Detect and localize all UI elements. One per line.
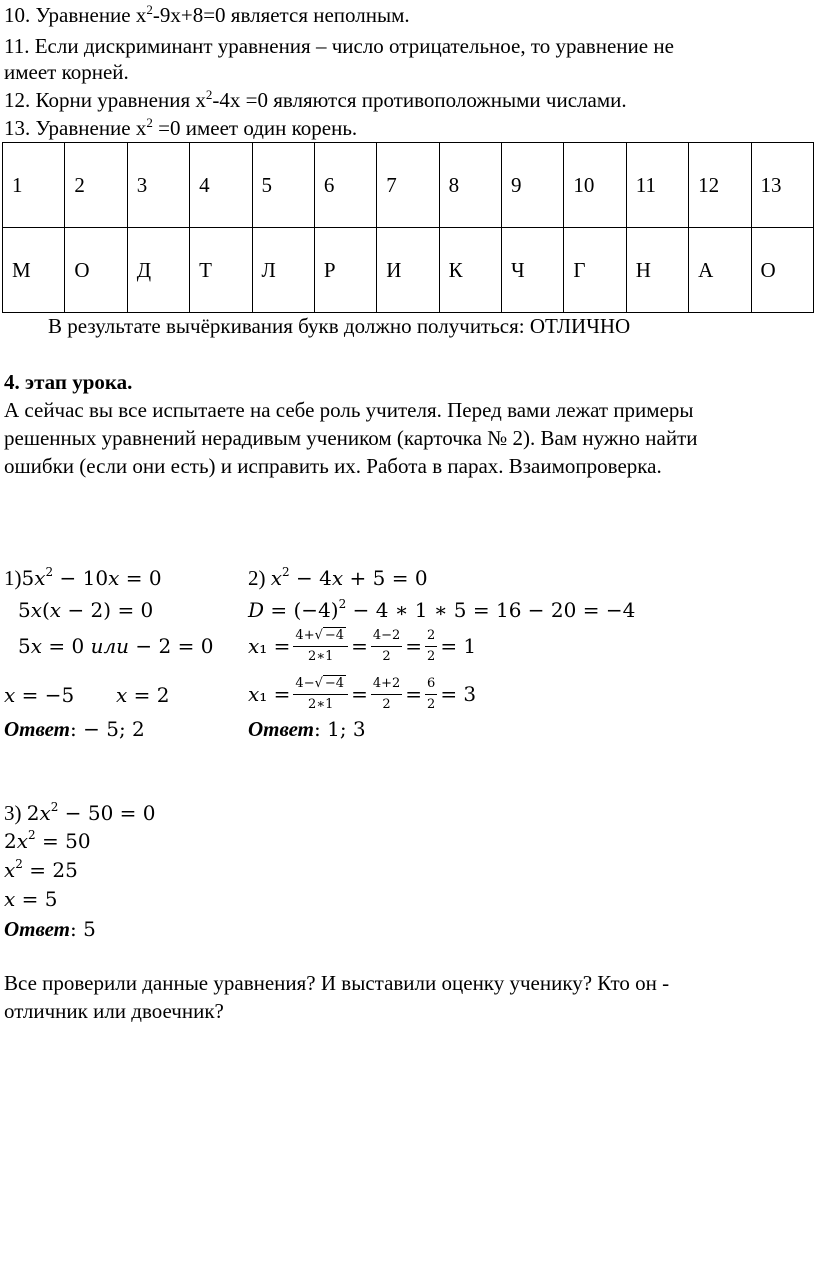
closing-question-line1: Все проверили данные уравнения? И выставили оценку ученику? Кто он - (4, 971, 670, 995)
math-variable: x (108, 566, 120, 590)
math-variable: x (34, 566, 46, 590)
example-2-discriminant (248, 597, 635, 623)
answer-value: : − 5; 2 (70, 717, 145, 741)
table-cell-number: 3 (127, 143, 189, 228)
example-3-step-4: 𝑥 = 5 (4, 887, 58, 911)
example-1-answer (4, 716, 145, 742)
statement-13-text-end: =0 имеет один корень. (152, 116, 358, 140)
math-radicand: −4 (324, 675, 345, 691)
math-exponent: 2 (338, 597, 347, 611)
math-exponent: 2 (15, 857, 23, 871)
example-2-label: 2) (248, 566, 271, 590)
math-result: = 1 (440, 634, 477, 658)
math-equals: = (405, 634, 423, 658)
math-equals: = (351, 634, 368, 658)
statement-13-text: 13. Уравнение х (4, 116, 147, 140)
example-3-step-3 (4, 857, 78, 883)
stage-paragraph-line3: ошибки (если они есть) и исправить их. Работа в парах. Взаимопроверка. (4, 454, 662, 478)
table-cell-number: 12 (689, 143, 751, 228)
code-table (2, 142, 814, 313)
math-fraction (371, 676, 402, 713)
table-cell-letter: К (439, 228, 501, 313)
stage-paragraph-line1: А сейчас вы все испытаете на себе роль учителя. Перед вами лежат примеры (4, 398, 694, 422)
math-exponent: 2 (50, 800, 59, 814)
math-term: 5 (21, 566, 35, 590)
math-denominator: 2 (427, 648, 436, 664)
math-denominator: 2∗1 (308, 696, 334, 712)
example-1-root-2: 𝑥 = 2 (116, 683, 170, 707)
table-cell-number: 2 (65, 143, 127, 228)
math-term: 𝑥 (4, 858, 16, 882)
math-term: 𝐷 = (−4) (248, 598, 339, 622)
table-cell-number: 7 (377, 143, 439, 228)
statement-10-text: 10. Уравнение х (4, 3, 147, 27)
table-cell-letter: И (377, 228, 439, 313)
table-cell-number: 9 (502, 143, 564, 228)
table-cell-letter: Н (626, 228, 688, 313)
math-term: = 25 (22, 858, 78, 882)
result-text: В результате вычёркивания букв должно получиться: ОТЛИЧНО (48, 314, 631, 338)
math-term: 𝑥 (270, 566, 283, 590)
math-denominator: 2 (382, 696, 391, 712)
answer-label: Ответ (248, 717, 315, 741)
sqrt-icon: √ (314, 675, 323, 691)
table-cell-number: 8 (439, 143, 501, 228)
statement-13-exponent: 2 (146, 115, 153, 130)
statement-12 (4, 87, 627, 113)
answer-value: : 5 (70, 917, 96, 941)
math-term: 2𝑥 (4, 829, 29, 853)
statement-11-line1: 11. Если дискриминант уравнения – число отрицательное, то уравнение не (4, 34, 674, 58)
code-table-numbers-row (3, 143, 814, 228)
math-denominator: 2 (382, 648, 391, 664)
table-cell-number: 5 (252, 143, 314, 228)
example-1-root-1: 𝑥 = −5 (4, 683, 75, 707)
stage-heading: 4. этап урока. (4, 370, 133, 394)
math-term: 4+ (295, 627, 315, 643)
math-term: 5𝑥 = 0 (18, 634, 91, 658)
statement-10 (4, 2, 410, 28)
math-term: − 4 ∗ 1 ∗ 5 = 16 − 20 = −4 (346, 598, 636, 622)
example-2-answer (248, 716, 366, 742)
example-2-root-2 (248, 670, 476, 718)
statement-10-exponent: 2 (146, 2, 153, 17)
example-3-step-2 (4, 828, 91, 854)
example-2-root-1 (248, 622, 476, 670)
statement-10-text-end: -9х+8=0 является неполным. (152, 3, 410, 27)
math-result: = 3 (440, 682, 477, 706)
answer-label: Ответ (4, 917, 71, 941)
math-term: 𝑥₁ = (248, 634, 291, 658)
math-term: = 50 (35, 829, 91, 853)
table-cell-letter: М (3, 228, 65, 313)
math-fraction (293, 628, 348, 665)
statement-11-line2: имеет корней. (4, 60, 129, 84)
math-numerator: 4−2 (371, 628, 402, 647)
table-cell-number: 4 (190, 143, 252, 228)
statement-13 (4, 115, 357, 141)
table-cell-number: 10 (564, 143, 626, 228)
math-equals: = (351, 682, 368, 706)
table-cell-number: 11 (626, 143, 688, 228)
statement-12-exponent: 2 (205, 87, 213, 102)
example-1-step-2: 5𝑥(𝑥 − 2) = 0 (18, 598, 154, 622)
closing-question-line2: отличник или двоечник? (4, 999, 224, 1023)
math-word-or: или (90, 634, 130, 658)
table-cell-letter: Г (564, 228, 626, 313)
math-denominator: 2∗1 (308, 648, 334, 664)
example-1-label: 1) (4, 566, 22, 590)
math-term: = 0 (119, 566, 162, 590)
math-term: − 4𝑥 + 5 = 0 (289, 566, 428, 590)
table-cell-letter: Р (314, 228, 376, 313)
sqrt-icon: √ (314, 627, 323, 643)
math-term: − 10 (53, 566, 109, 590)
table-cell-letter: О (65, 228, 127, 313)
math-numerator: 4+2 (371, 676, 402, 695)
math-numerator: 6 (425, 676, 437, 695)
statement-12-text: 12. Корни уравнения х (4, 88, 206, 112)
math-term: 4− (295, 675, 315, 691)
example-3-equation (4, 800, 156, 826)
statement-12-text-end: -4х =0 являются противоположными числами. (212, 88, 627, 112)
math-fraction (293, 676, 348, 713)
answer-value: : 1; 3 (314, 717, 366, 741)
table-cell-number: 6 (314, 143, 376, 228)
example-3-label: 3) (4, 801, 27, 825)
table-cell-number: 1 (3, 143, 65, 228)
math-fraction (425, 628, 437, 665)
example-1-equation (4, 565, 162, 591)
math-term: − 50 = 0 (58, 801, 156, 825)
math-fraction (425, 676, 437, 713)
math-denominator: 2 (427, 696, 436, 712)
example-1-step-3 (18, 633, 213, 659)
table-cell-letter: А (689, 228, 751, 313)
math-numerator: 2 (425, 628, 437, 647)
table-cell-letter: Ч (502, 228, 564, 313)
table-cell-letter: Л (252, 228, 314, 313)
math-term: − 2 = 0 (129, 634, 214, 658)
math-equals: = (405, 682, 423, 706)
table-cell-letter: О (751, 228, 814, 313)
stage-paragraph-line2: решенных уравнений нерадивым учеником (карточка № 2). Вам нужно найти (4, 426, 698, 450)
math-radicand: −4 (324, 627, 345, 643)
table-cell-letter: Т (190, 228, 252, 313)
math-term: 2𝑥 (26, 801, 51, 825)
math-exponent: 2 (282, 565, 290, 579)
math-exponent: 2 (45, 565, 54, 579)
math-exponent: 2 (28, 828, 36, 842)
math-fraction (371, 628, 402, 665)
example-2-equation (248, 565, 428, 591)
math-term: 𝑥₁ = (248, 682, 291, 706)
answer-label: Ответ (4, 717, 71, 741)
example-3-answer (4, 916, 96, 942)
code-table-letters-row (3, 228, 814, 313)
table-cell-letter: Д (127, 228, 189, 313)
table-cell-number: 13 (751, 143, 814, 228)
